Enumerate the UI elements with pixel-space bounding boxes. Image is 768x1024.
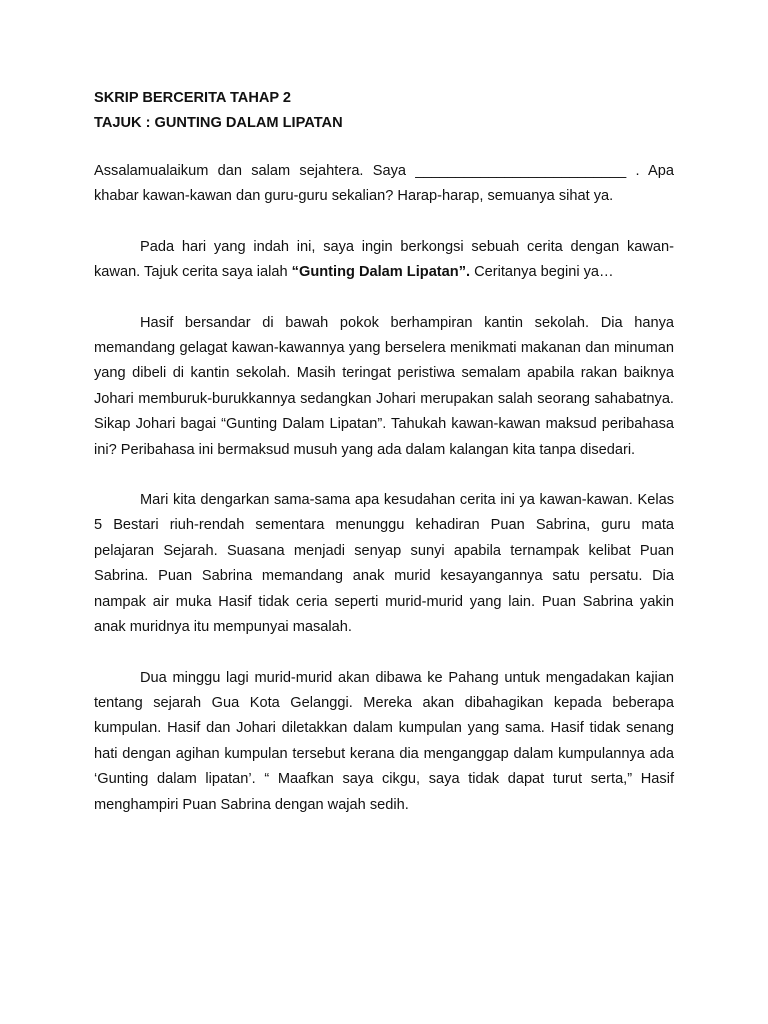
greeting-paragraph: Assalamualaikum dan salam sejahtera. Saya __________________________ . Apa khabar kawan-kawan dan guru-guru sekalian? Harap-harap, semuanya sihat ya. xyxy=(94,163,674,205)
document-heading-title: TAJUK : GUNTING DALAM LIPATAN xyxy=(94,115,343,131)
story-paragraph-2: Mari kita dengarkan sama-sama apa kesudahan cerita ini ya kawan-kawan. Kelas 5 Bestari riuh-rendah sementara menunggu kehadiran Puan Sabrina, guru mata pelajaran Sejarah. Suasana menjadi senyap sunyi apabila ternampak kelibat Puan Sabrina. Puan Sabrina memandang anak murid kesayangannya satu persatu. Dia nampak air muka Hasif tidak ceria seperti murid-murid yang lain. Puan Sabrina yakin anak muridnya itu mempunyai masalah. xyxy=(94,492,674,636)
document-body xyxy=(94,86,674,818)
intro-paragraph xyxy=(94,235,674,286)
intro-text-end: Ceritanya begini ya… xyxy=(470,264,614,281)
intro-text: Pada hari yang indah ini, saya ingin berkongsi sebuah cerita dengan kawan-kawan. Tajuk cerita saya ialah xyxy=(94,238,674,281)
story-title-bold: “Gunting Dalam Lipatan”. xyxy=(291,264,471,281)
document-heading-script: SKRIP BERCERITA TAHAP 2 xyxy=(94,90,292,106)
story-paragraph-3: Dua minggu lagi murid-murid akan dibawa ke Pahang untuk mengadakan kajian tentang sejarah Gua Kota Gelanggi. Mereka akan dibahagikan kepada beberapa kumpulan. Hasif dan Johari diletakkan dalam kumpulan yang sama. Hasif tidak senang hati dengan agihan kumpulan tersebut kerana dia menganggap dalam kumpulannya ada ‘Gunting dalam lipatan’. “ Maafkan saya cikgu, saya tidak dapat turut serta,” Hasif menghampiri Puan Sabrina dengan wajah sedih. xyxy=(94,669,674,813)
story-paragraph-1: Hasif bersandar di bawah pokok berhampiran kantin sekolah. Dia hanya memandang gelagat kawan-kawannya yang berselera menikmati makanan dan minuman yang dibeli di kantin sekolah. Masih teringat peristiwa semalam apabila rakan baiknya Johari memburuk-burukkannya sedangkan Johari merupakan salah seorang sahabatnya. Sikap Johari bagai “Gunting Dalam Lipatan”. Tahukah kawan-kawan maksud peribahasa ini? Peribahasa ini bermaksud musuh yang ada dalam kalangan kita tanpa disedari. xyxy=(94,314,674,458)
